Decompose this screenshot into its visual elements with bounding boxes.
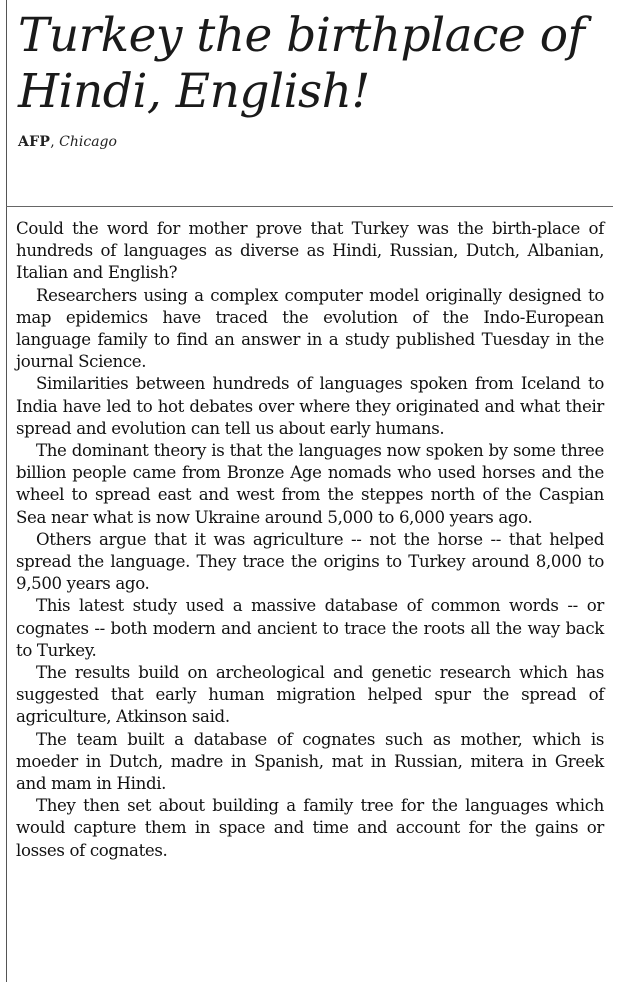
paragraph-9: They then set about building a family tree for the languages which would capture them in space and time and account for the gains or losses of cognates.	[16, 796, 604, 860]
dateline	[18, 133, 608, 151]
paragraph-4: The dominant theory is that the languages now spoken by some three billion people came from Bronze Age nomads who used horses and the wheel to spread east and west from the steppes north of the Caspian Sea near what is now Ukraine around 5,000 to 6,000 years ago.	[16, 441, 604, 527]
header-divider	[6, 206, 613, 207]
dateline-city: Chicago	[59, 134, 117, 150]
paragraph-8: The team built a database of cognates such as mother, which is moeder in Dutch, madre in Spanish, mat in Russian, mitera in Greek and mam in Hindi.	[16, 729, 604, 794]
paragraph-7: The results build on archeological and genetic research which has suggested that early human migration helped spur the spread of agriculture, Atkinson said.	[16, 663, 604, 727]
dateline-separator: ,	[50, 134, 55, 150]
paragraph-2: Researchers using a complex computer model originally designed to map epidemics have traced the evolution of the Indo-European language family to find an answer in a study published Tuesday in the journal Science.	[16, 285, 604, 372]
paragraph-3: Similarities between hundreds of languages spoken from Iceland to India have led to hot debates over where they originated and what their spread and evolution can tell us about early humans.	[16, 374, 604, 438]
article-header	[18, 8, 608, 151]
headline: Turkey the birthplace of Hindi, English!	[18, 8, 585, 119]
paragraph-5: Others argue that it was agriculture -- not the horse -- that helped spread the language. They trace the origins to Turkey around 8,000 to 9,500 years ago.	[16, 529, 604, 594]
column-rule-left	[6, 0, 7, 982]
paragraph-1: Could the word for mother prove that Turkey was the birth-place of hundreds of languages as diverse as Hindi, Russian, Dutch, Albanian, Italian and English?	[16, 219, 604, 283]
article-body	[16, 218, 604, 862]
paragraph-6: This latest study used a massive database of common words -- or cognates -- both modern and ancient to trace the roots all the way back to Turkey.	[16, 596, 604, 660]
dateline-agency: AFP	[18, 134, 51, 150]
